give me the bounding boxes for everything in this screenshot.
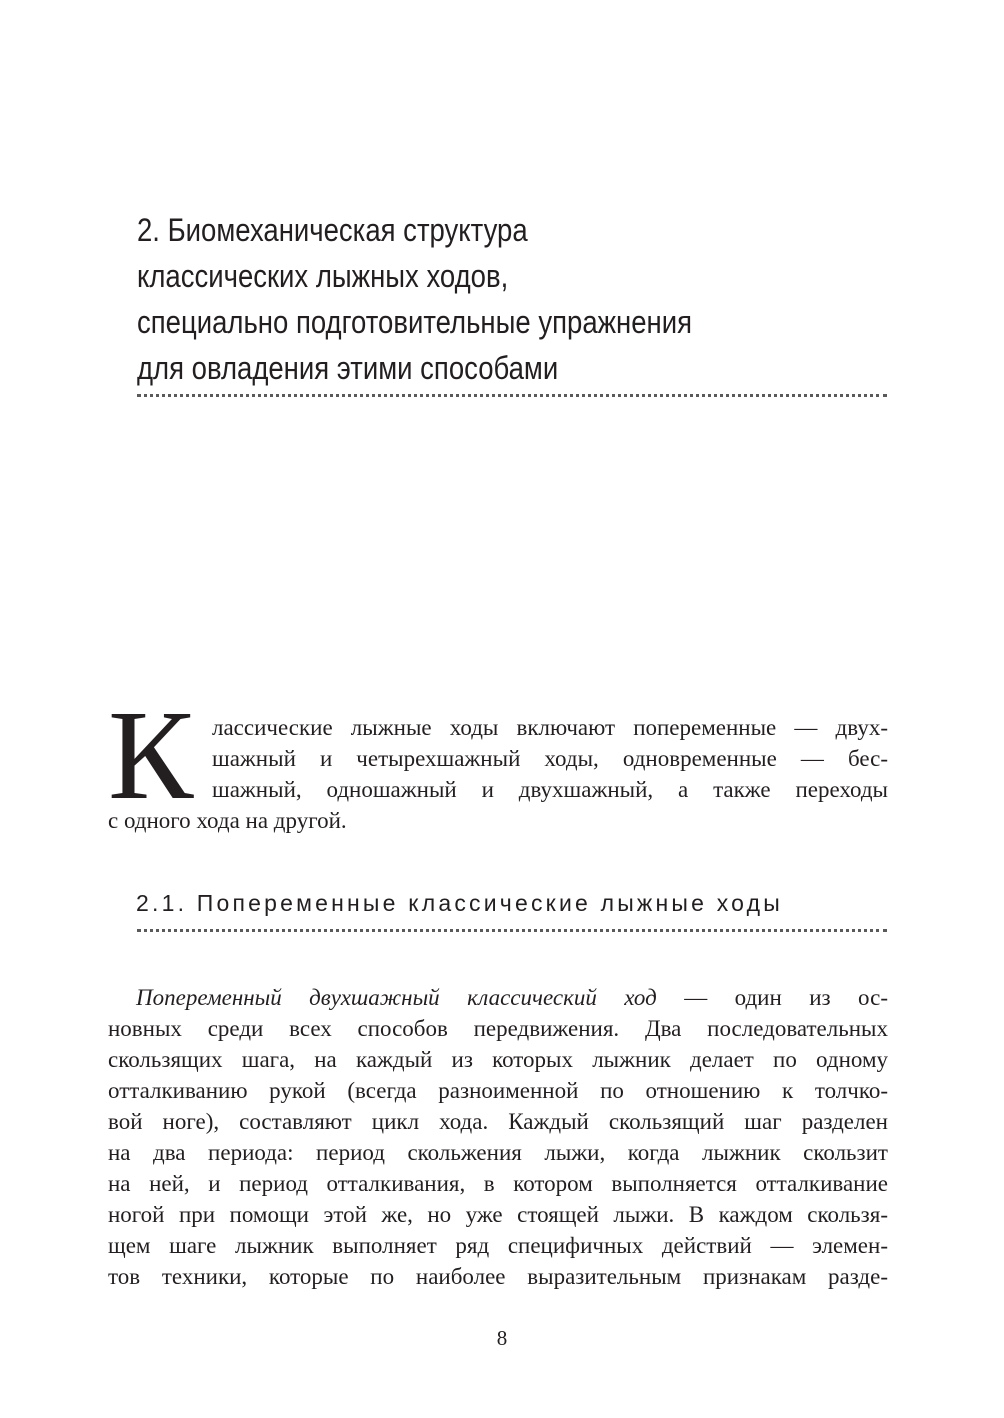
body-line: отталкиванию рукой (всегда разноименной по отношению к толчко- [108,1078,888,1103]
body-paragraph [108,982,888,1292]
body-line: ногой при помощи этой же, но уже стоящей лыжи. В каждом скользя- [108,1202,888,1227]
chapter-title-line: для овладения этими способами [137,350,559,386]
body-line: на два периода: период скольжения лыжи, когда лыжник скользит [108,1140,888,1165]
chapter-title-line: специально подготовительные упражнения [137,304,693,340]
chapter-title [137,207,791,391]
body-line: щем шаге лыжник выполняет ряд специфичных действий — элемен- [108,1233,888,1258]
body-line: вой ноге), составляют цикл хода. Каждый скользящий шаг разделен [108,1109,888,1134]
body-line: тов техники, которые по наиболее выразительным признакам разде- [108,1264,888,1289]
section-title-divider [137,929,887,932]
chapter-title-line: 2. Биомеханическая структура [137,212,528,248]
intro-line: лассические лыжные ходы включают попеременные — двух- [212,715,888,740]
body-line [108,982,888,1013]
intro-line: с одного хода на другой. [108,808,347,833]
intro-line: шажный и четырехшажный ходы, одновременные — бес- [212,746,888,771]
body-line: новных среди всех способов передвижения. Два последовательных [108,1016,888,1041]
term-italic: Попеременный двухшажный классический ход [136,985,657,1010]
body-line: скользящих шага, на каждый из которых лыжник делает по одному [108,1047,888,1072]
chapter-title-divider [137,394,887,397]
section-title: 2.1. Попеременные классические лыжные ходы [136,890,784,916]
intro-paragraph [108,712,888,836]
chapter-title-line: классических лыжных ходов, [137,258,509,294]
body-line: на ней, и период отталкивания, в котором выполняется отталкивание [108,1171,888,1196]
body-line-rest: — один из ос- [656,985,888,1010]
page-number: 8 [496,1326,508,1350]
drop-cap: К [108,684,194,826]
intro-line: шажный, одношажный и двухшажный, а также переходы [212,777,888,802]
